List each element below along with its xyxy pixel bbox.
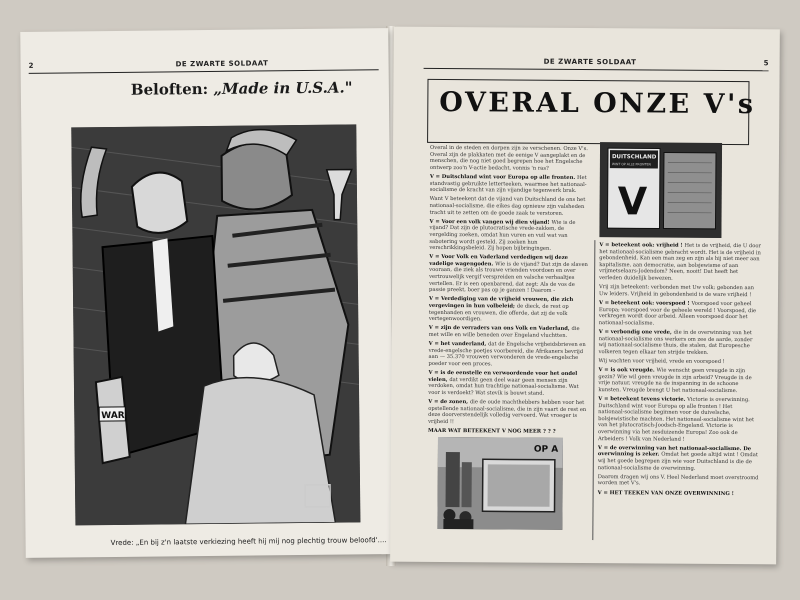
paragraph-text: Overal in de steden en dorpen zijn ze verschenen. Onze V's. Overal zijn de plakkaten met de eenige V aangeplakt en de menschen, die nog niet goed begrepen hoe het Engelsche ontwerp zoo'n V-actie bedacht, vonnis 'n ras?: [429, 144, 588, 172]
paragraph-text: de dieck, de rest op tegenhanden en vrouwen, die offerde, dat zij de volk vertegenwoordigen.: [428, 303, 569, 323]
text-column-right: [597, 242, 761, 543]
v-poster-photo: [599, 142, 722, 238]
paragraph-text: dat verdikt geen deel waar geen mensen zijn verdoken, omdat hun trachtige nationaal-socialisme. Wat voor is verdoekt? Wat stevik is bouwt stand.: [428, 376, 579, 397]
page-number-right: 5: [763, 59, 769, 68]
poster-text-duitschland: DUITSCHLAND: [611, 154, 657, 161]
article-paragraph: [428, 428, 590, 436]
cartoon-title-quote: „Made in U.S.A.": [213, 78, 353, 98]
paragraph-text: die de oude machthebbers hebben voor het opstellende nationaal-socialisme, die in zijn vaart de rest en deze doorverstendelijk volledig vervoerd. Wat vroeger is vrijheid !!: [428, 399, 587, 425]
article-paragraph: [429, 219, 591, 253]
article-paragraph: [430, 145, 592, 173]
sign-text: OP A: [533, 444, 559, 455]
paragraph-text: Daarom dragen wij ons V. Heel Nederland moet overstroomd worden met V's.: [597, 473, 759, 487]
paragraph-text: die in de overwinning van het nationaal-socialisme ons werkers om zee de aarde, zonder wij nationaal-socialisme thuis, die stalen, dat Europesche volkeren tegen elkaar ten strijde trekken.: [598, 329, 753, 356]
article-paragraph: [599, 358, 761, 366]
article-paragraph: [599, 284, 761, 298]
article-paragraph: [428, 370, 590, 398]
paragraph-text: die met wille en wille beneden over Engeland vluchtten.: [428, 326, 580, 339]
paragraph-lead: V = Verdediging van de vrijheid vrouwen, die zich vergevingen in hun volbeleid;: [428, 296, 574, 310]
paragraph-lead: V = is de eenstelle en verwoordende voor het ondel vielen,: [428, 370, 578, 383]
text-column-left: [428, 145, 592, 436]
paragraph-lead: V = HET TEEKEN VAN ONZE OVERWINNING !: [597, 489, 734, 497]
article-paragraph: [598, 474, 760, 488]
cartoon-title: [131, 78, 353, 98]
column-divider: [592, 240, 595, 540]
paragraph-text: Vrij zijn beteekent: verbonden met Uw volk; gebonden aan Uw leiders. Vrijheid in gebondenheid is de ware vrijheid !: [598, 284, 755, 298]
paragraph-lead: V = beteekent ook: vrijheid !: [599, 242, 685, 249]
article-paragraph: [599, 242, 761, 283]
paragraph-text: Want V beteekent dat de vijand van Duitschland de ons het nationaal-socialisme, die eikes dag opnieuw zijn valsheden tracht uit te zetten om de goede zaak te verstoren.: [429, 196, 586, 217]
header-rule-left: [29, 69, 379, 74]
paragraph-lead: V = beteekent ook: voorspoed !: [598, 300, 692, 307]
article-paragraph: [598, 396, 760, 443]
paragraph-text: Victorie is overwinning. Duitschland wint voor Europa op alle fronten ! Het nationaal-socialisme beginnen voor de duivelsche, bolsjewistische machten. Het nationaal-socialisme wint het van het plutocratisch-Joodsch-Engeland. Victorie is overwinning via het zesduizende Europa! Zoo ook de Arbeiders ! Volk van Nederland !: [597, 396, 755, 443]
paragraph-text: Wie wenscht geen vreugde in zijn gezin? Wie wil geen vreugde in zijn arbeid? Vreugde in de vrije natuur, vreugde na de inspanning in de schoone kunsten. Vreugde brengt U het nationaal-socialisme.: [598, 367, 752, 394]
left-page: [20, 28, 393, 558]
article-paragraph: [599, 329, 761, 357]
cartoon-title-prefix: Beloften:: [130, 79, 214, 99]
article-paragraph: [599, 300, 761, 328]
paragraph-text: Wie is de vijand? Dat zijn de slaven vooraan, die ziek als trouwe vrienden voordoen en over vertrouwelijk vergif verspreiden en valsche verhaaltjes vertellen. Er is een openbarend, dat zegt: Als de vos de passie preekt, boer pas op je ganzen ! Daarom -: [429, 261, 588, 295]
article-paragraph: [428, 341, 590, 369]
war-bottle-label: WAR: [101, 410, 125, 422]
paragraph-text: Het standvastig gebruikte letterteeken, waarmee het nationaal-socialisme de kracht van zijn vijandige tegenwerk brak.: [429, 174, 587, 195]
paragraph-text: Voorspoed voor geheel Europa; voorspoed voor de geheele wereld ! Voorspoed, die verkregen wordt door arbeid. Alleen voorspoed door het nationaal-socialisme.: [598, 300, 757, 327]
paragraph-lead: V = beteekent tevens victorie.: [598, 396, 688, 403]
article-paragraph: [429, 254, 591, 295]
right-page: [390, 27, 780, 565]
article-paragraph: [429, 325, 591, 339]
paragraph-lead: MAAR WAT BETEEKENT V NOG MEER ? ? ?: [428, 428, 556, 435]
headline: OVERAL ONZE V's: [439, 86, 756, 121]
article-paragraph: [598, 367, 760, 395]
paragraph-lead: V = de overwinning van het nationaal-socialisme. De overwinning is zeker.: [597, 444, 752, 458]
running-head-left: DE ZWARTE SOLDAAT: [175, 59, 269, 69]
paragraph-text: Omdat het goede altijd wint ! Omdat wij het goede begrepen zijn wie voor Duitschland is die de nationaal-socialisme de overwinning.: [597, 451, 758, 472]
running-head-right: DE ZWARTE SOLDAAT: [543, 57, 637, 67]
paragraph-lead: V = de zonen,: [428, 399, 470, 406]
article-paragraph: [430, 196, 592, 217]
header-rule-right: [424, 68, 769, 71]
paragraph-lead: V = het vanderland,: [428, 341, 489, 348]
page-number-left: 2: [28, 61, 34, 70]
article-paragraph: [428, 399, 590, 427]
paragraph-text: Het is de vrijheid, die U door het nationaal-socialisme gebracht wordt. Het is de vrijheid in gebondenheid. Kan een man zeg en zijn als hij niet meer aan kapitalisme, aan democratie, aan bolsjewisme of aan vrijmetselaars-Jodendom? Neen, nooit! Dat heeft het verleden duidelijk bewezen.: [599, 242, 762, 282]
cartoon-caption: Vrede: „En bij z'n laatste verkiezing heeft hij mij nog plechtig trouw beloofd'....: [110, 536, 387, 548]
article-paragraph: [429, 296, 591, 324]
paragraph-lead: V = Voor Volk en Vaderland verdedigen wij deze vadelige wagengoden.: [429, 254, 569, 268]
poster-text-fronten: WINT OP ALLE FRONTEN: [611, 162, 651, 167]
paragraph-lead: V = zijn de verraders van ons Volk en Vaderland,: [428, 325, 572, 333]
article-paragraph: [598, 490, 760, 498]
paragraph-text: Wij wachten voor vrijheid, vrede en voorspoed !: [598, 357, 725, 365]
paragraph-lead: V = is ook vreugde.: [598, 367, 657, 374]
cartoon-illustration: [71, 124, 360, 525]
propaganda-cartoon: [71, 124, 360, 525]
street-poster-photo: [437, 437, 563, 530]
paragraph-lead: V = Duitschland wint voor Europa op alle fronten.: [429, 173, 578, 181]
paragraph-text: dat de Engelsche vrijheidsbrieven en vrede-engelsche poetjes voorbereid, die Afrikaners bevrijd aan — 35.370 vrouwen verwonderen de vrede-engelsche poeder voor een proces.: [428, 341, 586, 368]
article-paragraph: [598, 445, 760, 473]
paragraph-text: Wie is de vijand? Dat zijn de plutocratische vrede-zakken, de vergelding zoeken, omdat hun vuren en vuil wat van sabotering wordt gesteld. Zij zoeken hun verschrikkingsbeleid. Zij hopen bijbringingen.: [429, 219, 576, 252]
paragraph-lead: V = Voor een volk vangen wij dien vijand!: [429, 218, 552, 226]
article-paragraph: [430, 174, 592, 195]
poster-big-v: V: [617, 179, 648, 224]
paragraph-lead: V = verbondig one vrede,: [598, 329, 674, 336]
